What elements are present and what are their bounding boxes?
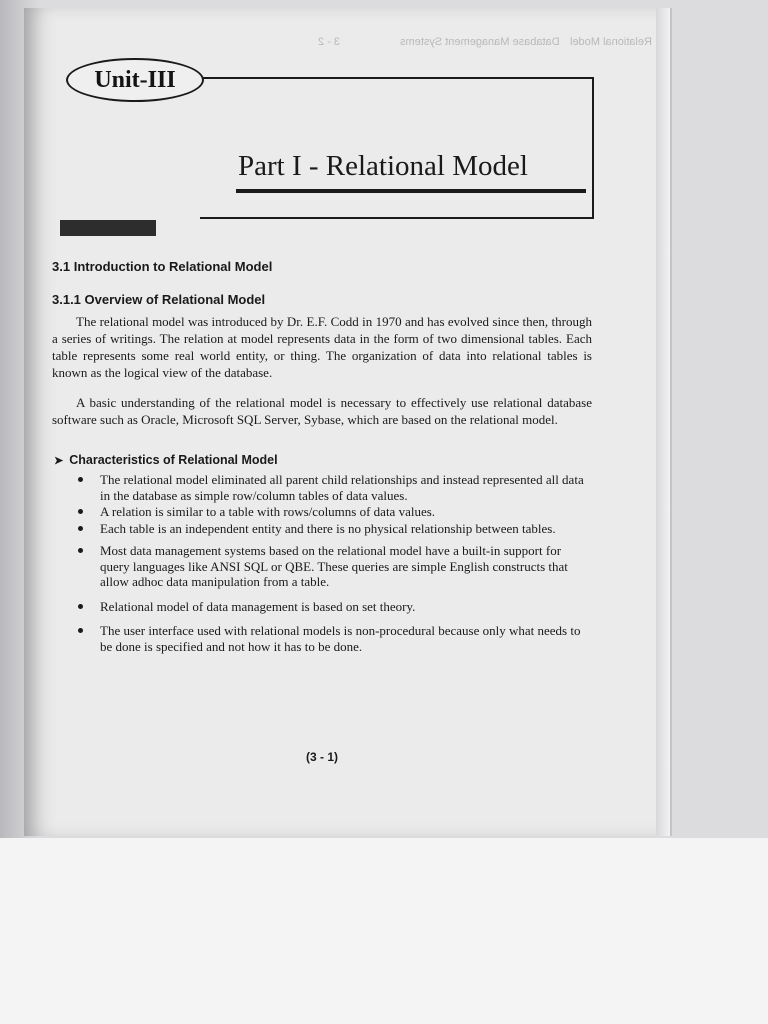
section-heading-3-1 [52,259,272,274]
page-number: (3 - 1) [306,750,339,764]
list-item [76,472,586,503]
list-item [76,623,586,654]
bleed-header-right: Database Management Systems [400,36,560,48]
list-item-text: The user interface used with relational models is non-procedural because only what needs to be done is specified and not how it has to be done. [100,623,581,654]
bullet-icon [78,526,83,531]
list-item-text: Most data management systems based on the relational model have a built-in support for query languages like ANSI SQL or QBE. These queries are simple English constructs that allow adhoc data manipulation from a table. [100,543,568,589]
list-item [76,543,586,590]
unit-rule [200,77,594,79]
page-edge [656,8,670,836]
list-item [76,599,586,615]
section-number: 3.1.1 [52,292,81,307]
section-title: Overview of Relational Model [84,292,266,307]
bullet-icon [78,548,83,553]
characteristics-list [76,472,586,654]
bullet-icon [78,628,83,633]
title-frame [200,77,594,219]
section-number: 3.1 [52,259,71,274]
title-underline [236,189,586,193]
list-item [76,521,586,537]
decorative-block [60,220,156,236]
characteristics-heading [54,453,278,467]
bullet-icon [78,604,83,609]
section-heading-3-1-1 [52,292,265,307]
list-item-text: Each table is an independent entity and there is no physical relationship between tables. [100,520,556,536]
bleed-header-left: Relational Model [570,36,652,48]
list-item-text: Relational model of data management is based on set theory. [100,598,416,614]
arrow-right-icon: ➤ [54,455,64,467]
list-item-text: The relational model eliminated all parent child relationships and instead represented all data in the database as simple row/column tables of data values. [100,472,584,503]
list-item-text: A relation is similar to a table with rows/columns of data values. [100,504,436,519]
bullet-icon [78,509,83,514]
part-title: Part I - Relational Model [238,150,528,182]
paragraph-overview: The relational model was introduced by Dr. E.F. Codd in 1970 and has evolved since then, through a series of writings. The relation at model represents data in the form of two dimensional tables. Each table represents some real world entity, or thing. The organization of data into relational tables is known as the logical view of the database. [52,314,592,380]
characteristics-heading-text: Characteristics of Relational Model [69,453,278,467]
section-title: Introduction to Relational Model [73,259,273,274]
list-item [76,504,586,520]
bullet-icon [78,477,83,482]
bleed-header-mid: 3 - 2 [318,36,341,48]
unit-badge: Unit-III [66,58,204,102]
paragraph-understanding: A basic understanding of the relational model is necessary to effectively use relational database software such as Oracle, Microsoft SQL Server, Sybase, which are based on the relational model. [52,395,592,427]
scanner-bed [0,838,768,1024]
